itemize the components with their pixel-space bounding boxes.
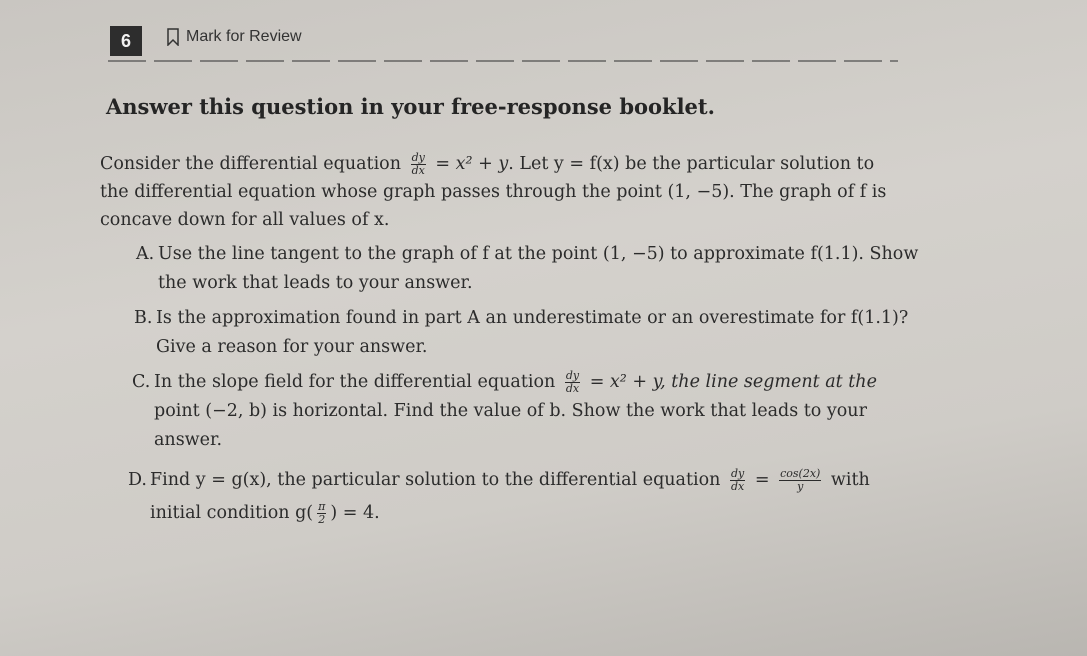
stem-intro: Consider the differential equation <box>100 154 401 174</box>
question-number: 6 <box>110 26 142 56</box>
part-d-post: with <box>830 470 870 490</box>
part-b-line-2: Give a reason for your answer. <box>156 337 428 357</box>
part-c-pre: In the slope field for the differential equation <box>154 372 556 392</box>
part-b-line-1: Is the approximation found in part A an underestimate or an overestimate for f(1.1)? <box>156 308 909 328</box>
part-a-line-1: Use the line tangent to the graph of f at the point (1, −5) to approximate f(1.1). Show <box>158 244 919 264</box>
part-d-dydx-fraction: $\frac{dy}{dx}$ <box>731 467 745 493</box>
stem-line-2: the differential equation whose graph passes through the point (1, −5). The graph of f is <box>100 182 887 202</box>
part-c-dydx-fraction: $\frac{dy}{dx}$ <box>565 369 580 395</box>
mark-for-review-button[interactable] <box>166 28 302 46</box>
stem-line-3: concave down for all values of x. <box>100 210 390 230</box>
part-c-post: = x² + y, the line segment at the <box>589 372 877 392</box>
part-d-pre: Find y = g(x), the particular solution to the differential equation <box>150 470 721 490</box>
stem-equation: = x² + y <box>435 154 509 174</box>
instruction-heading: Answer this question in your free-response booklet. <box>106 94 715 119</box>
part-c <box>132 368 922 455</box>
part-c-label: C. <box>132 372 151 392</box>
part-a-line-2: the work that leads to your answer. <box>158 273 473 293</box>
header-divider <box>108 60 898 62</box>
dydx-fraction: $\frac{dy}{dx}$ <box>411 151 425 177</box>
part-b <box>134 304 924 362</box>
pi-over-2-fraction: $\frac{\pi}{2}$ <box>318 500 326 526</box>
question-stem <box>100 150 910 234</box>
part-d-label: D. <box>128 470 147 490</box>
part-a <box>136 240 926 298</box>
part-d-line-2-pre: initial condition g( <box>150 503 314 523</box>
stem-let: . Let y = f(x) be the particular solution to <box>508 154 875 174</box>
part-d-line-2-post: ) = 4. <box>330 503 380 523</box>
part-d: D. Find y = g(x), the particular solution to the differential equation $\frac{dy}{dx}$ = $\frac{\cos(2x)}{y}$ with initial condition g( $\frac{\pi}{2}$ ) = 4. <box>128 467 870 526</box>
bookmark-icon <box>166 28 180 46</box>
part-c-line-2: point (−2, b) is horizontal. Find the value of b. Show the work that leads to your <box>154 401 867 421</box>
part-c-line-3: answer. <box>154 430 223 450</box>
mark-for-review-label: Mark for Review <box>186 28 302 45</box>
part-a-label: A. <box>136 244 155 264</box>
part-b-label: B. <box>134 308 153 328</box>
cos2x-over-y-fraction: $\frac{\cos(2x)}{y}$ <box>780 467 821 493</box>
question-header <box>0 22 1087 60</box>
